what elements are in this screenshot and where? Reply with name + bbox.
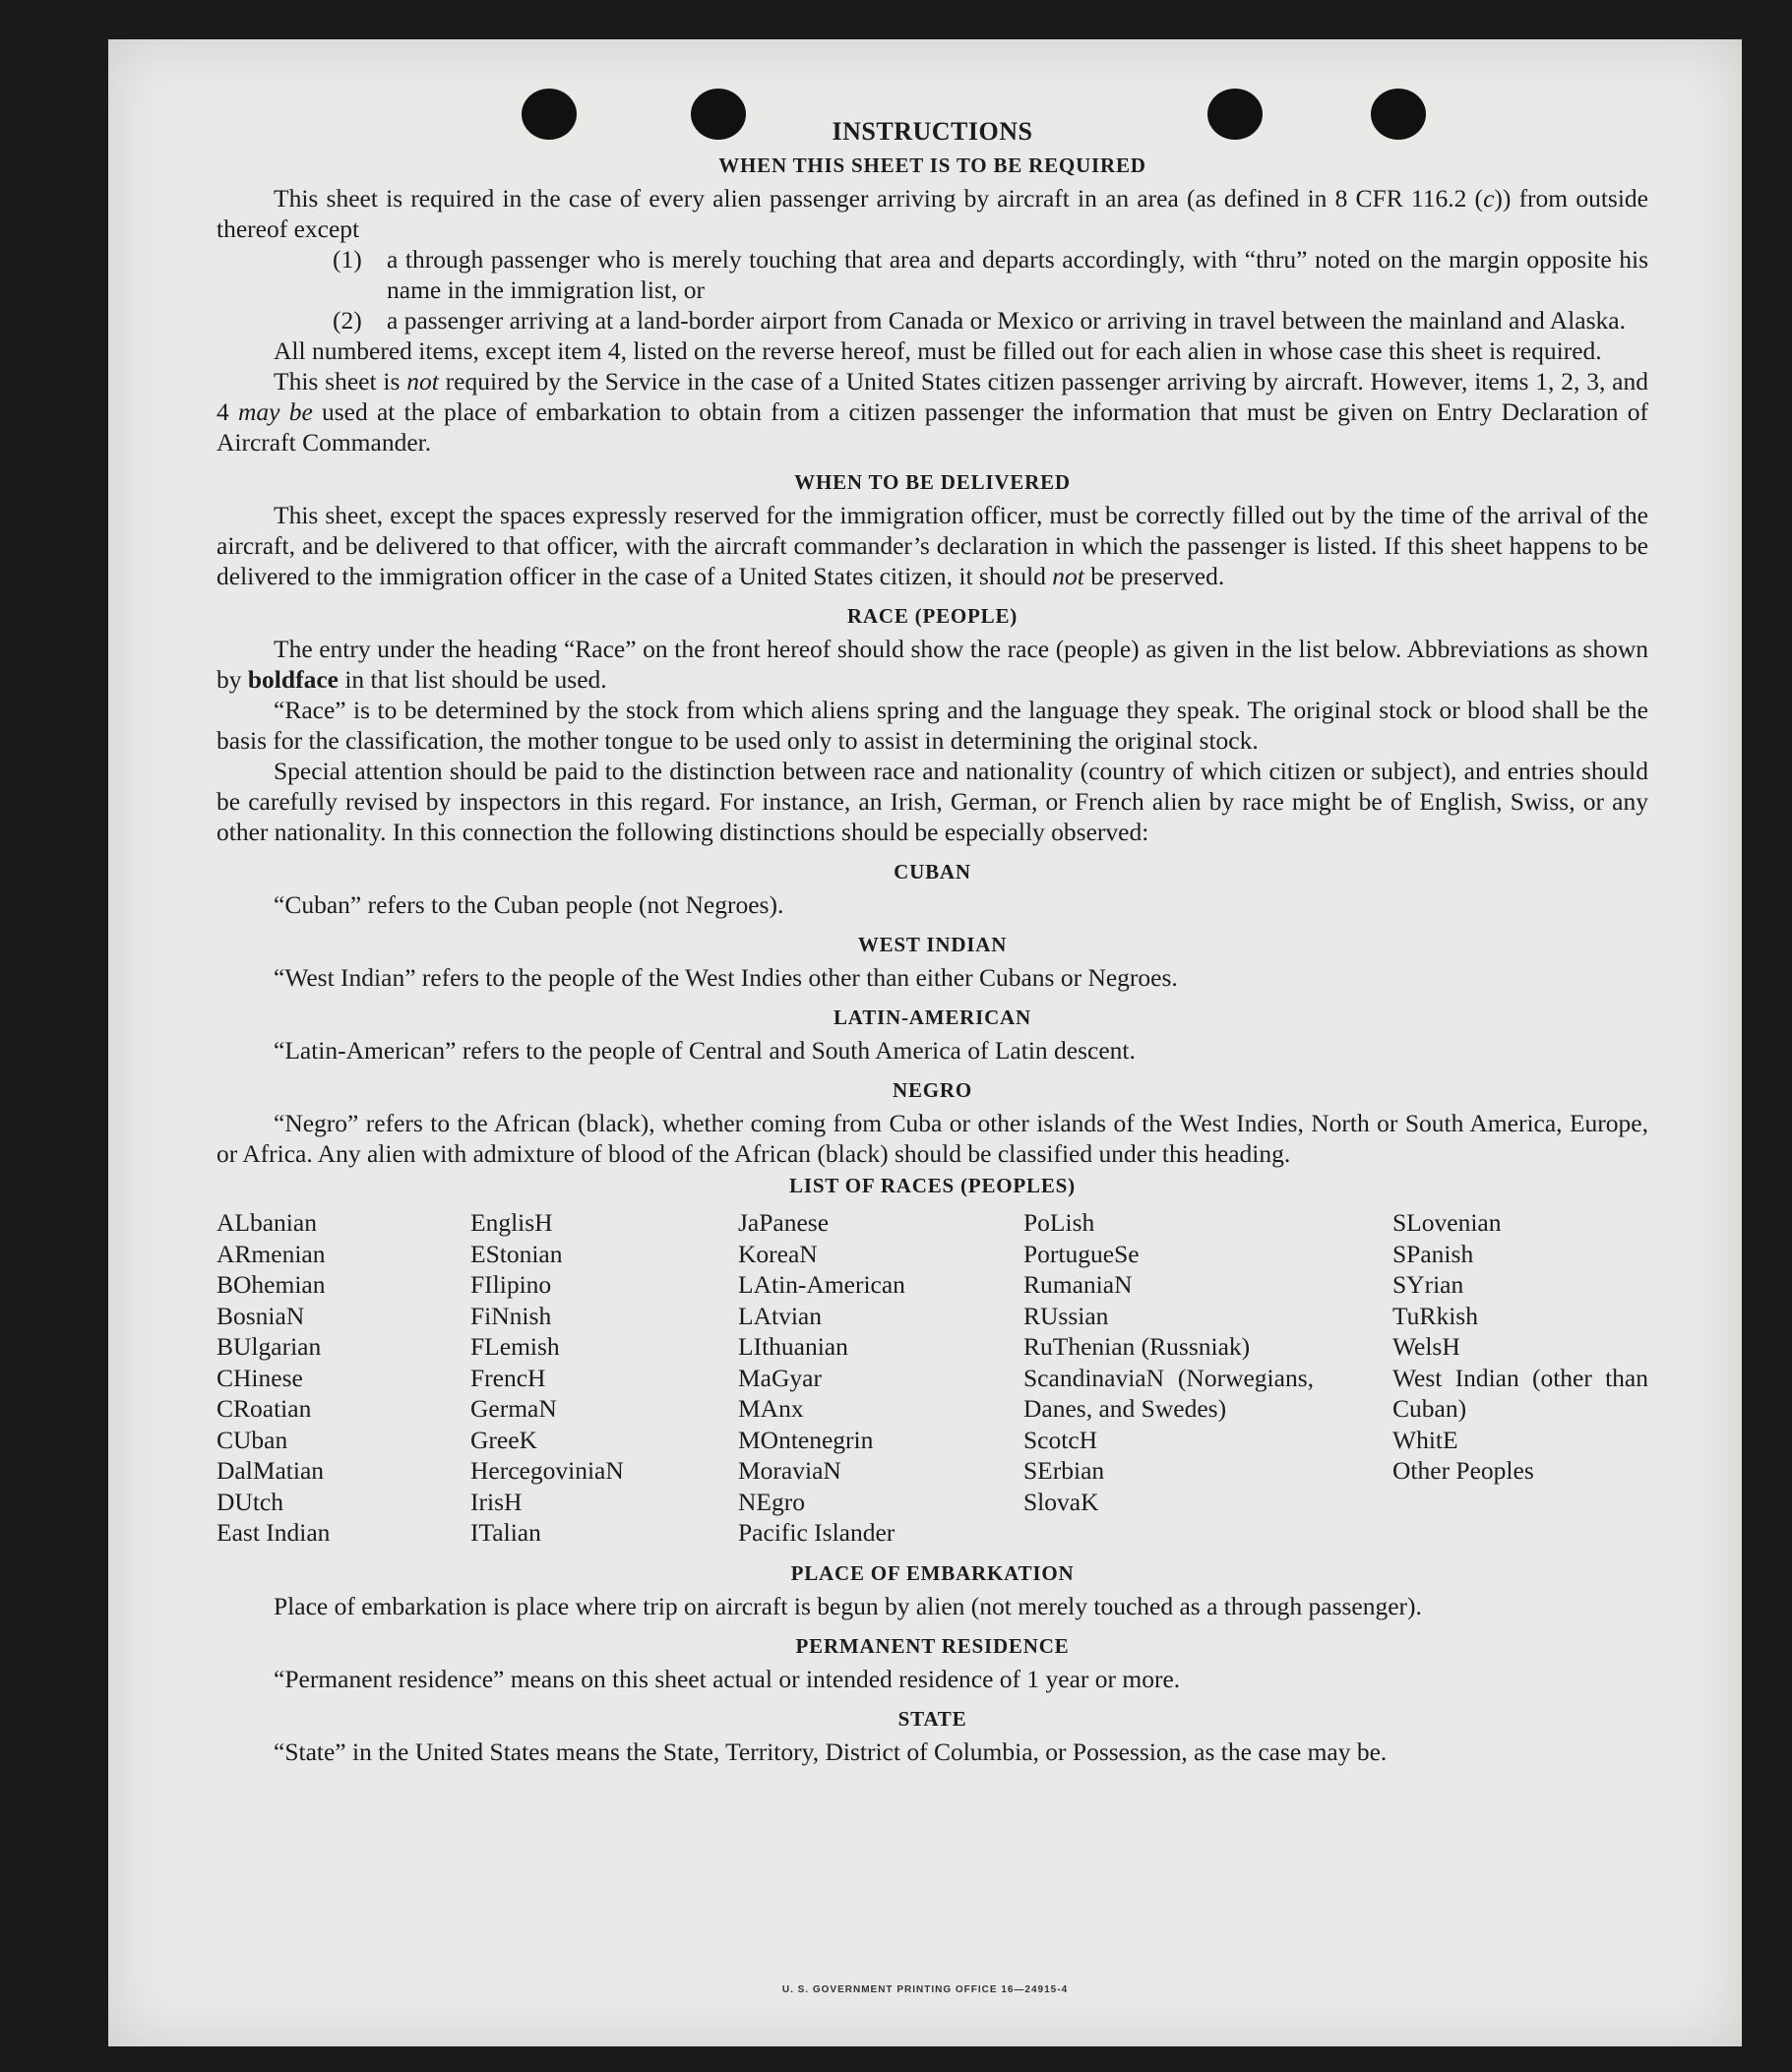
paragraph-required: This sheet is required in the case of every alien passenger arriving by aircraft in an area (as defined in 8 CFR 116.2 (c)) from outside thereof except bbox=[216, 184, 1648, 243]
race-column-3 bbox=[738, 1207, 1023, 1549]
list-item: RUssian bbox=[1023, 1301, 1109, 1330]
list-item: SYrian bbox=[1392, 1270, 1464, 1299]
list-item: RumaniaN bbox=[1023, 1270, 1133, 1299]
paragraph-race-nationality: Special attention should be paid to the distinction between race and nationality (country of which citizen or subject), and entries should be carefully revised by inspectors in this regard. For instance, an Irish, German, or French alien by race might be of English, Swiss, or any other nationality. In this connection the following distinctions should be especially observed: bbox=[216, 757, 1648, 846]
list-item: IrisH bbox=[470, 1487, 523, 1516]
list-item: LAtin-American bbox=[738, 1270, 905, 1299]
list-item: LAtvian bbox=[738, 1301, 822, 1330]
list-item: BOhemian bbox=[216, 1270, 326, 1299]
list-item: CUban bbox=[216, 1425, 288, 1454]
race-list bbox=[216, 1207, 1648, 1549]
paragraph-cuban: “Cuban” refers to the Cuban people (not Negroes). bbox=[274, 890, 784, 919]
heading-permanent-residence: PERMANENT RESIDENCE bbox=[795, 1633, 1070, 1658]
paragraph-latin-american: “Latin-American” refers to the people of Central and South America of Latin descent. bbox=[274, 1036, 1136, 1065]
list-item: CRoatian bbox=[216, 1394, 312, 1423]
list-item: BUlgarian bbox=[216, 1332, 322, 1361]
list-item: MaGyar bbox=[738, 1363, 822, 1392]
list-item: FrencH bbox=[470, 1363, 546, 1392]
page-title: INSTRUCTIONS bbox=[832, 117, 1033, 146]
heading-latin-american: LATIN-AMERICAN bbox=[834, 1006, 1031, 1029]
list-item: GermaN bbox=[470, 1394, 557, 1423]
exception-item-1: (1) a through passenger who is merely touching that area and departs accordingly, with “thru” noted on the margin opposite his name in the immigration list, or bbox=[333, 245, 1648, 304]
list-item: HercegoviniaN bbox=[470, 1456, 624, 1485]
list-item: JaPanese bbox=[738, 1208, 830, 1237]
heading-state: STATE bbox=[897, 1706, 967, 1731]
race-column-1 bbox=[216, 1207, 470, 1549]
list-item: ARmenian bbox=[216, 1239, 326, 1268]
paragraph-citizen: This sheet is not required by the Service in the case of a United States citizen passenger arriving by aircraft. However, items 1, 2, 3, and 4 may be used at the place of embarkation to obtain from a citizen passenger the information that must be given on Entry Declaration of Aircraft Commander. bbox=[216, 367, 1648, 457]
heading-when-delivered: WHEN TO BE DELIVERED bbox=[794, 470, 1071, 494]
list-item: ScandinaviaN (Norwegians, Danes, and Swedes) bbox=[1023, 1363, 1314, 1423]
heading-list-of-races: LIST OF RACES (PEOPLES) bbox=[789, 1174, 1076, 1197]
list-item: TuRkish bbox=[1392, 1301, 1478, 1330]
list-item: EStonian bbox=[470, 1239, 563, 1268]
list-item: NEgro bbox=[738, 1487, 805, 1516]
heading-west-indian: WEST INDIAN bbox=[857, 933, 1008, 956]
list-item: DalMatian bbox=[216, 1456, 325, 1485]
paragraph-negro: “Negro” refers to the African (black), whether coming from Cuba or other islands of the West Indies, North or South America, Europe, or Africa. Any alien with admixture of blood of the African (black) should be classified under this heading. bbox=[216, 1109, 1648, 1168]
list-item: SPanish bbox=[1392, 1239, 1474, 1268]
heading-when-required: WHEN THIS SHEET IS TO BE REQUIRED bbox=[718, 153, 1146, 177]
heading-race: RACE (PEOPLE) bbox=[846, 604, 1019, 628]
list-item: Other Peoples bbox=[1392, 1456, 1534, 1485]
list-item: GreeK bbox=[470, 1425, 537, 1454]
instructions-body bbox=[216, 116, 1648, 1767]
paragraph-numbered-items: All numbered items, except item 4, listed on the reverse hereof, must be filled out for each alien in whose case this sheet is required. bbox=[274, 336, 1602, 365]
list-item: DUtch bbox=[216, 1487, 283, 1516]
list-item: PortugueSe bbox=[1023, 1239, 1140, 1268]
heading-place-of-embarkation: PLACE OF EMBARKATION bbox=[790, 1560, 1075, 1585]
list-item: SlovaK bbox=[1023, 1487, 1099, 1516]
race-column-2 bbox=[470, 1207, 738, 1549]
race-column-5 bbox=[1392, 1207, 1648, 1549]
list-item: MoraviaN bbox=[738, 1456, 841, 1485]
list-item: FLemish bbox=[470, 1332, 560, 1361]
paragraph-residence: “Permanent residence” means on this sheet actual or intended residence of 1 year or more. bbox=[274, 1664, 1181, 1693]
list-item: RuThenian (Russniak) bbox=[1023, 1332, 1251, 1361]
list-item: SLovenian bbox=[1392, 1208, 1502, 1237]
paragraph-state: “State” in the United States means the State, Territory, District of Columbia, or Possession, as the case may be. bbox=[274, 1737, 1388, 1766]
list-item: ITalian bbox=[470, 1518, 541, 1547]
list-item: PoLish bbox=[1023, 1208, 1095, 1237]
list-item: MAnx bbox=[738, 1394, 804, 1423]
paragraph-embarkation: Place of embarkation is place where trip on aircraft is begun by alien (not merely touched as a through passenger). bbox=[274, 1591, 1422, 1620]
list-item: LIthuanian bbox=[738, 1332, 848, 1361]
list-item: KoreaN bbox=[738, 1239, 818, 1268]
list-item: FiNnish bbox=[470, 1301, 552, 1330]
paragraph-west-indian: “West Indian” refers to the people of the West Indies other than either Cubans or Negroes. bbox=[274, 963, 1178, 992]
list-item: WelsH bbox=[1392, 1332, 1460, 1361]
list-item: East Indian bbox=[216, 1518, 331, 1547]
list-item: Pacific Islander bbox=[738, 1518, 896, 1547]
list-item: ScotcH bbox=[1023, 1425, 1098, 1454]
list-item: EnglisH bbox=[470, 1208, 553, 1237]
heading-negro: NEGRO bbox=[892, 1078, 972, 1102]
list-item: FIlipino bbox=[470, 1270, 552, 1299]
paragraph-race-stock: “Race” is to be determined by the stock from which aliens spring and the language they speak. The original stock or blood shall be the basis for the classification, the mother tongue to be used only to assist in determining the original stock. bbox=[216, 696, 1648, 755]
document-sheet bbox=[108, 39, 1742, 2046]
list-item: West Indian (other than Cuban) bbox=[1392, 1363, 1648, 1423]
heading-cuban: CUBAN bbox=[894, 860, 971, 884]
list-item: CHinese bbox=[216, 1363, 303, 1392]
race-column-4 bbox=[1023, 1207, 1314, 1549]
list-item: BosniaN bbox=[216, 1301, 305, 1330]
list-item: SErbian bbox=[1023, 1456, 1105, 1485]
paragraph-delivered: This sheet, except the spaces expressly reserved for the immigration officer, must be correctly filled out by the time of the arrival of the aircraft, and be delivered to that officer, with the aircraft commander’s declaration in which the passenger is listed. If this sheet happens to be delivered to the immigration officer in the case of a United States citizen, it should not be preserved. bbox=[216, 501, 1648, 590]
printer-imprint: U. S. GOVERNMENT PRINTING OFFICE 16—24915-4 bbox=[781, 1984, 1069, 1995]
list-item: MOntenegrin bbox=[738, 1425, 874, 1454]
list-item: ALbanian bbox=[216, 1208, 317, 1237]
paragraph-race-entry: The entry under the heading “Race” on the front hereof should show the race (people) as given in the list below. Abbreviations as shown by boldface in that list should be used. bbox=[216, 635, 1648, 694]
list-item: WhitE bbox=[1392, 1425, 1458, 1454]
exception-item-2: (2) a passenger arriving at a land-border airport from Canada or Mexico or arriving in travel between the mainland and Alaska. bbox=[333, 306, 1626, 335]
